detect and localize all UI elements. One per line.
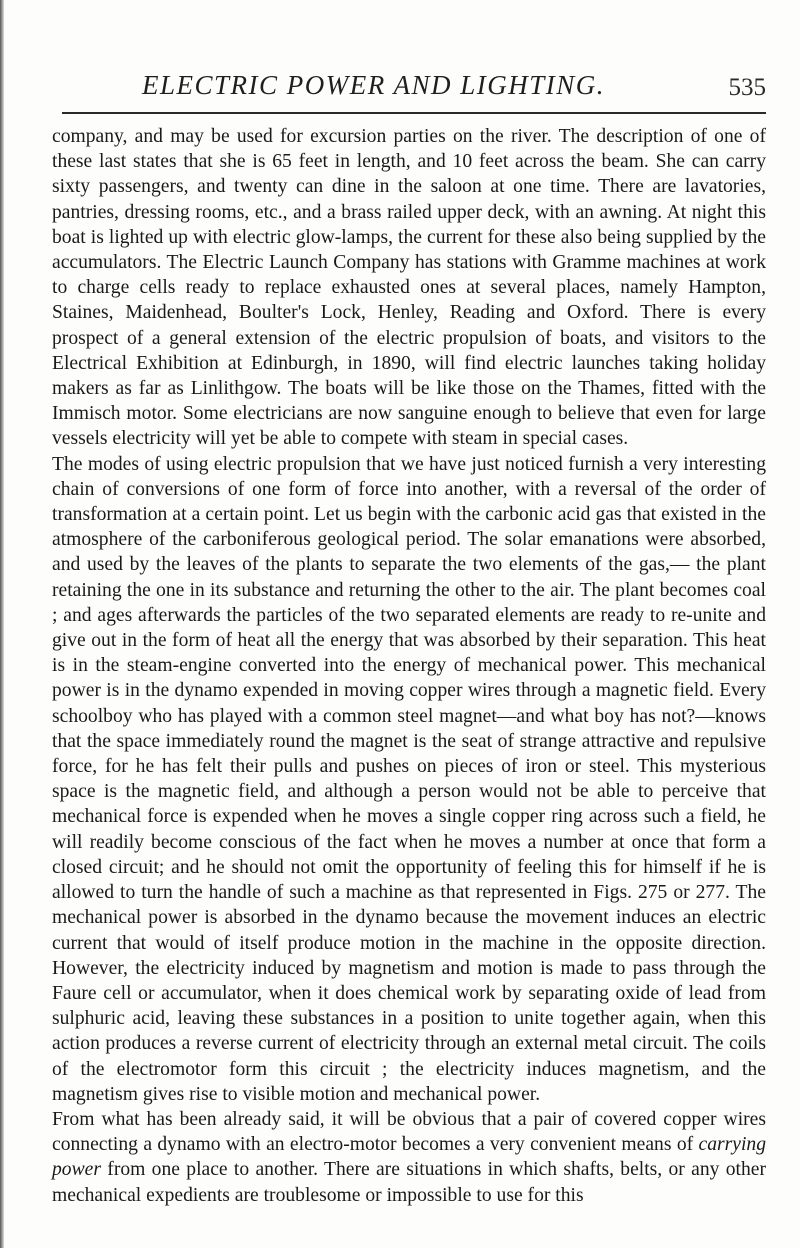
page-number: 535 bbox=[728, 74, 766, 101]
running-head bbox=[62, 70, 766, 110]
paragraph-text: from one place to another. There are situations in which shafts, belts, or any other mechanical expedients are troublesome or impossible to use for this bbox=[52, 1159, 766, 1206]
header-rule bbox=[62, 112, 766, 114]
paragraph: company, and may be used for excursion parties on the river. The description of one of these last states that she is 65 feet in length, and 10 feet across the beam. She can carry sixty passengers, and twenty can dine in the saloon at one time. There are lavatories, pantries, dressing rooms, etc., and a brass railed upper deck, with an awning. At night this boat is lighted up with electric glow-lamps, the current for these also being supplied by the accumulators. The Electric Launch Company has stations with Gramme machines at work to charge cells ready to replace exhausted ones at several places, namely Hampton, Staines, Maidenhead, Boulter's Lock, Henley, Reading and Oxford. There is every prospect of a general extension of the electric propulsion of boats, and visitors to the Electrical Exhibition at Edinburgh, in 1890, will find electric launches taking holiday makers as far as Linlithgow. The boats will be like those on the Thames, fitted with the Immisch motor. Some electricians are now sanguine enough to believe that even for large vessels electricity will yet be able to compete with steam in special cases. bbox=[52, 126, 766, 450]
italic-phrase: carrying power bbox=[52, 1134, 766, 1181]
body-text bbox=[52, 124, 766, 1208]
running-title: ELECTRIC POWER AND LIGHTING. bbox=[142, 70, 606, 100]
paragraph-text: From what has been already said, it will be obvious that a pair of covered copper wires connecting a dynamo with an electro-motor becomes a very convenient means of bbox=[52, 1108, 766, 1156]
paragraph bbox=[52, 1107, 766, 1208]
paragraph: The modes of using electric propulsion that we have just noticed furnish a very interesting chain of conversions of one form of force into another, with a reversal of the order of transformation at a certain point. Let us begin with the carbonic acid gas that existed in the atmosphere of the carboniferous geological period. The solar emanations were absorbed, and used by the leaves of the plants to separate the two elements of the gas,— the plant retaining the one in its substance and returning the other to the air. The plant becomes coal ; and ages afterwards the particles of the two separated elements are ready to re-unite and give out in the form of heat all the energy that was absorbed by their separation. This heat is in the steam-engine converted into the energy of mechanical power. This mechanical power is in the dynamo expended in moving copper wires through a magnetic field. Every schoolboy who has played with a common steel magnet—and what boy has not?—knows that the space immediately round the magnet is the seat of strange attractive and repulsive force, for he has felt their pulls and pushes on pieces of iron or steel. This mysterious space is the magnetic field, and although a person would not be able to perceive that mechanical force is expended when he moves a single copper ring across such a field, he will readily become conscious of the fact when he moves a number at once that form a closed circuit; and he should not omit the opportunity of feeling this for himself if he is allowed to turn the handle of such a machine as that represented in Figs. 275 or 277. The mechanical power is absorbed in the dynamo because the movement induces an electric current that would of itself produce motion in the machine in the opposite direction. However, the electricity induced by magnetism and motion is made to pass through the Faure cell or accumulator, when it does chemical work by separating oxide of lead from sulphuric acid, leaving these substances in a position to unite together again, when this action produces a reverse current of electricity through an external metal circuit. The coils of the electromotor form this circuit ; the electricity induces magnetism, and the magnetism gives rise to visible motion and mechanical power. bbox=[52, 453, 766, 1105]
binding-edge bbox=[0, 0, 4, 1248]
